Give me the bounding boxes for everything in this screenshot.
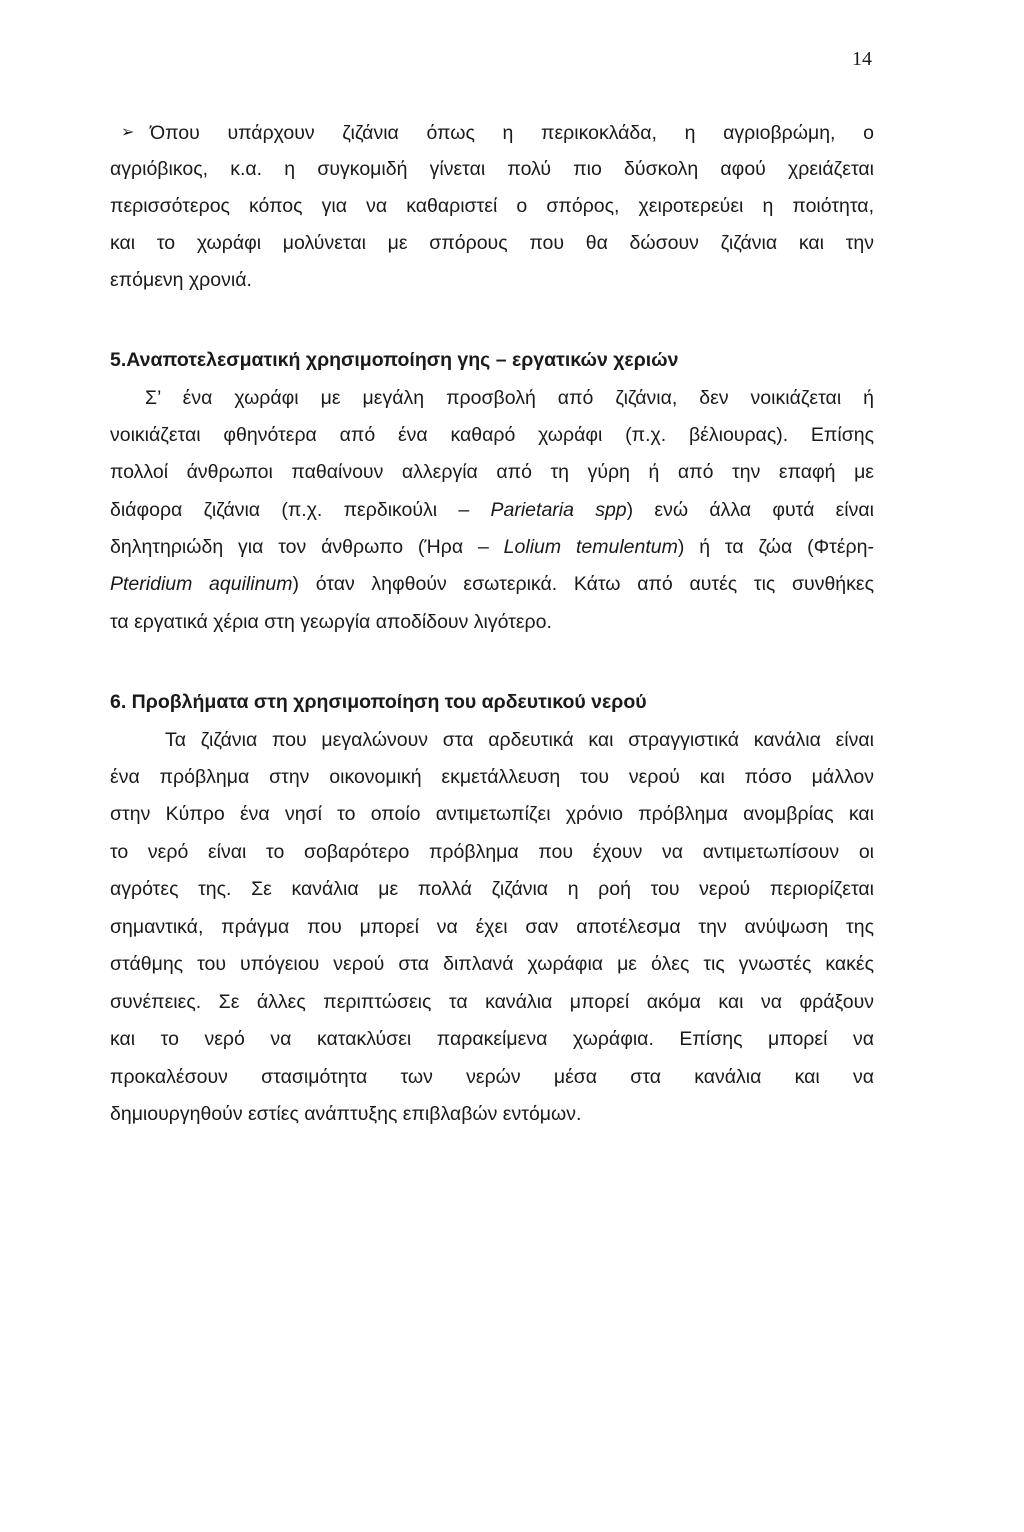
section-6-line: και το νερό να κατακλύσει παρακείμενα χωράφια. Επίσης μπορεί να <box>110 1028 874 1050</box>
section-5-line <box>110 571 874 597</box>
text-span: δηλητηριώδη για τον άνθρωπο (Ήρα – <box>110 536 504 558</box>
section-6-line: στάθμης του υπόγειου νερού στα διπλανά χωράφια με όλες τις γνωστές κακές <box>110 953 874 975</box>
section-5-line <box>110 497 874 523</box>
section-5-line: πολλοί άνθρωποι παθαίνουν αλλεργία από τη γύρη ή από την επαφή με <box>110 461 874 483</box>
page-number: 14 <box>852 48 872 70</box>
text-span: ) όταν ληφθούν εσωτερικά. Κάτω από αυτές τις συνθήκες <box>292 573 874 595</box>
section-6-line: σημαντικά, πράγμα που μπορεί να έχει σαν αποτέλεσμα την ανύψωση της <box>110 916 874 938</box>
bullet-line: αγριόβικος, κ.α. η συγκομιδή γίνεται πολύ πιο δύσκολη αφού χρειάζεται <box>110 158 874 180</box>
section-6-line: στην Κύπρο ένα νησί το οποίο αντιμετωπίζει χρόνιο πρόβλημα ανομβρίας και <box>110 803 874 825</box>
species-name: Parietaria spp <box>490 499 627 521</box>
bullet-line: επόμενη χρονιά. <box>110 269 252 291</box>
section-6-line: αγρότες της. Σε κανάλια με πολλά ζιζάνια η ροή του νερού περιορίζεται <box>110 878 874 900</box>
section-5-line: Σ’ ένα χωράφι με μεγάλη προσβολή από ζιζάνια, δεν νοικιάζεται ή <box>145 387 874 409</box>
section-6-line: προκαλέσουν στασιμότητα των νερών μέσα στα κανάλια και να <box>110 1066 874 1088</box>
section-6-line: συνέπειες. Σε άλλες περιπτώσεις τα κανάλια μπορεί ακόμα και να φράξουν <box>110 991 874 1013</box>
section-6-line: Τα ζιζάνια που μεγαλώνουν στα αρδευτικά και στραγγιστικά κανάλια είναι <box>165 729 874 751</box>
bullet-line: περισσότερος κόπος για να καθαριστεί ο σπόρος, χειροτερεύει η ποιότητα, <box>110 195 874 217</box>
section-6-line: ένα πρόβλημα στην οικονομική εκμετάλλευση του νερού και πόσο μάλλον <box>110 766 874 788</box>
section-6-heading: 6. Προβλήματα στη χρησιμοποίηση του αρδευτικού νερού <box>110 691 647 713</box>
section-5-heading: 5.Αναποτελεσματική χρησιμοποίηση γης – εργατικών χεριών <box>110 349 679 371</box>
section-5-line <box>110 534 874 560</box>
bullet-arrow-icon: ➢ <box>121 124 135 141</box>
section-6-line: δημιουργηθούν εστίες ανάπτυξης επιβλαβών εντόμων. <box>110 1103 582 1125</box>
text-span: ) ενώ άλλα φυτά είναι <box>626 499 874 521</box>
section-5-line: νοικιάζεται φθηνότερα από ένα καθαρό χωράφι (π.χ. βέλιουρας). Επίσης <box>110 424 874 446</box>
species-name: Lolium temulentum <box>503 536 678 558</box>
section-5-line: τα εργατικά χέρια στη γεωργία αποδίδουν λιγότερο. <box>110 611 552 633</box>
bullet-line: Όπου υπάρχουν ζιζάνια όπως η περικοκλάδα, η αγριοβρώμη, ο <box>150 122 874 144</box>
text-span: ) ή τα ζώα (Φτέρη- <box>677 536 874 558</box>
bullet-line: και το χωράφι μολύνεται με σπόρους που θα δώσουν ζιζάνια και την <box>110 232 874 254</box>
text-span: διάφορα ζιζάνια (π.χ. περδικούλι – <box>110 499 491 521</box>
species-name: Pteridium aquilinum <box>110 573 293 595</box>
section-6-line: το νερό είναι το σοβαρότερο πρόβλημα που έχουν να αντιμετωπίσουν οι <box>110 841 874 863</box>
